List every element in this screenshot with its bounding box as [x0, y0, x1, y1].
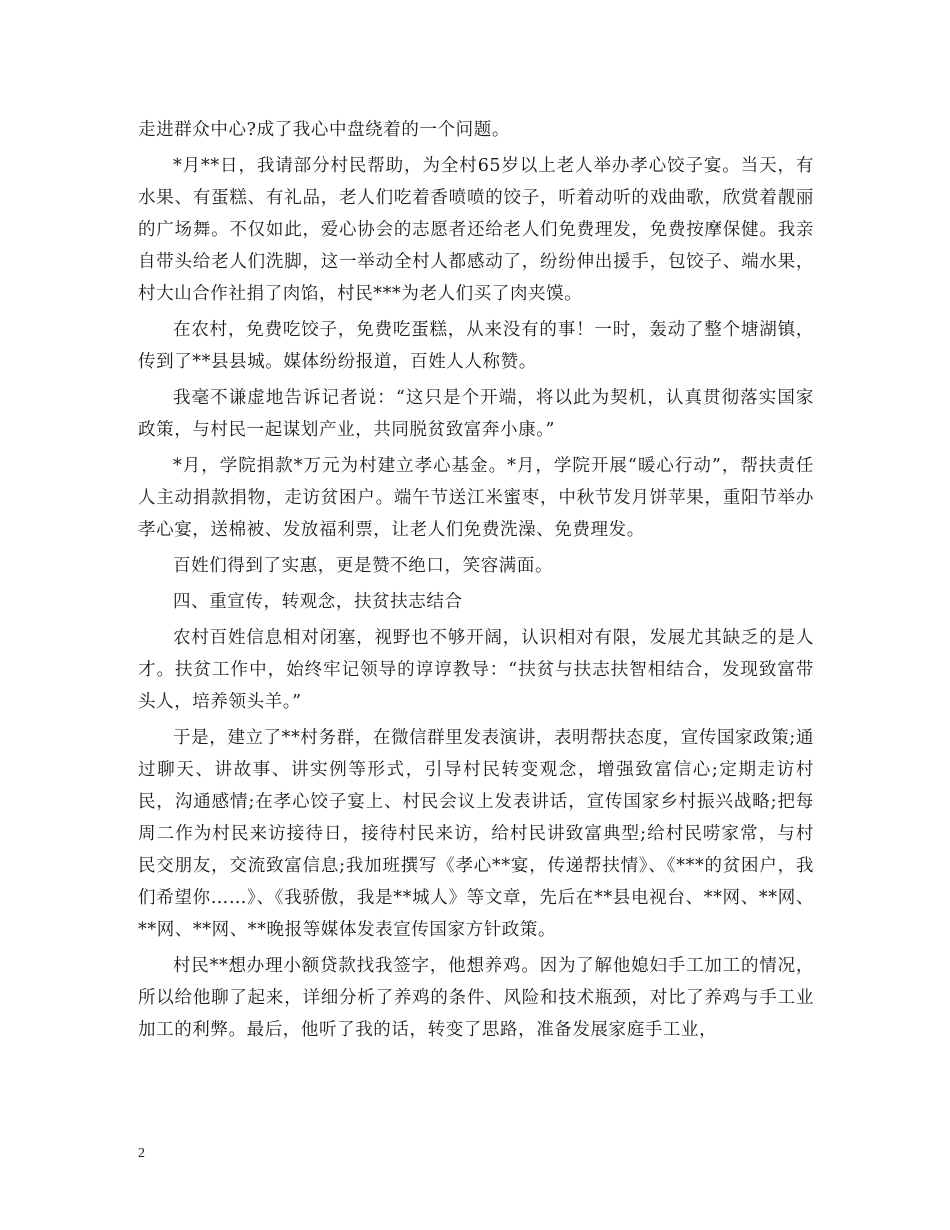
paragraph-filial-fund: *月，学院捐款*万元为村建立孝心基金。*月，学院开展“暖心行动”，帮扶责任人主动捐款捐物，走访贫困户。端午节送江米蜜枣，中秋节发月饼苹果，重阳节举办孝心宴，送棉被、发放福利票，让老人们免费洗澡、免费理发。: [138, 456, 814, 540]
paragraph-loan-story: 村民**想办理小额贷款找我签字，他想养鸡。因为了解他媳妇手工加工的情况，所以给他聊了起来，详细分析了养鸡的条件、风险和技术瓶颈，对比了养鸡与手工业加工的利弊。最后，他听了我的话，转变了思路，准备发展家庭手工业，: [138, 956, 814, 1040]
paragraph-reporter-quote: 我毫不谦虚地告诉记者说：“这只是个开端，将以此为契机，认真贯彻落实国家政策，与村民一起谋划产业，共同脱贫致富奔小康。”: [138, 388, 814, 440]
paragraph-wechat-group: 于是，建立了**村务群，在微信群里发表演讲，表明帮扶态度，宣传国家政策;通过聊天、讲故事、讲实例等形式，引导村民转变观念，增强致富信心;定期走访村民，沟通感情;在孝心饺子宴上、村民会议上发表讲话，宣传国家乡村振兴战略;把每周二作为村民来访接待日，接待村民来访，给村民讲致富典型;给村民唠家常，与村民交朋友，交流致富信息;我加班撰写《孝心**宴，传递帮扶情》、《***的贫困户，我们希望你……》、《我骄傲，我是**城人》等文章，先后在**县电视台、**网、**网、**网、**网、**晚报等媒体发表宣传国家方针政策。: [138, 728, 814, 940]
page-number: 2: [138, 1146, 145, 1161]
paragraph-talent-shortage: 农村百姓信息相对闭塞，视野也不够开阔，认识相对有限，发展尤其缺乏的是人才。扶贫工作中，始终牢记领导的谆谆教导：“扶贫与扶志扶智相结合，发现致富带头人，培养领头羊。”: [138, 628, 814, 712]
section-heading: 四、重宣传，转观念，扶贫扶志结合: [173, 592, 463, 612]
document-body: [138, 114, 814, 1050]
paragraph-praise: 百姓们得到了实惠，更是赞不绝口，笑容满面。: [173, 556, 554, 576]
paragraph-dumpling-banquet: *月**日，我请部分村民帮助，为全村65岁以上老人举办孝心饺子宴。当天，有水果、有蛋糕、有礼品，老人们吃着香喷喷的饺子，听着动听的戏曲歌，欣赏着靓丽的广场舞。不仅如此，爱心协会的志愿者还给老人们免费理发，免费按摩保健。我亲自带头给老人们洗脚，这一举动全村人都感动了，纷纷伸出援手，包饺子、端水果，村大山合作社捐了肉馅，村民***为老人们买了肉夹馍。: [138, 156, 814, 304]
paragraph-continuation: 走进群众中心?成了我心中盘绕着的一个问题。: [138, 120, 510, 140]
paragraph-village-sensation: 在农村，免费吃饺子，免费吃蛋糕，从来没有的事！一时，轰动了整个塘湖镇，传到了**县县城。媒体纷纷报道，百姓人人称赞。: [138, 320, 814, 372]
